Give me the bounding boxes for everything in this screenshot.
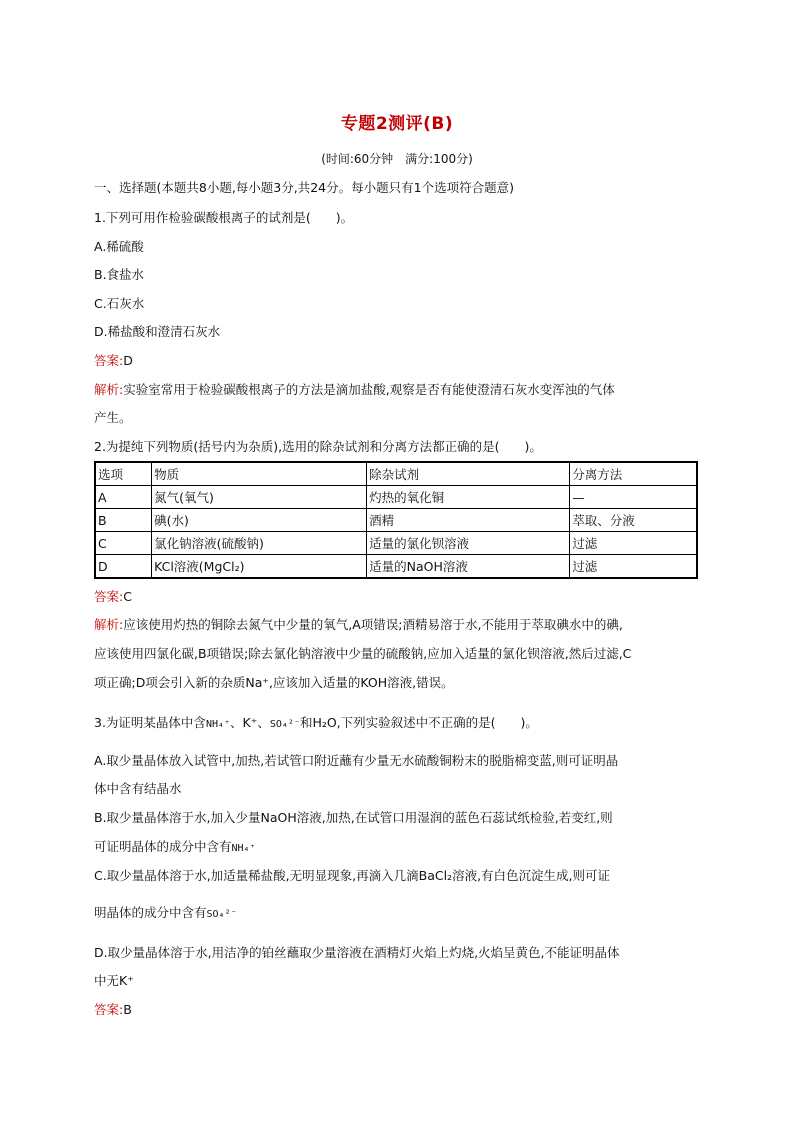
sulfate-formula: SO₄²⁻ (269, 719, 300, 730)
table-cell: 过滤 (570, 555, 697, 579)
q3-option-b-cont (94, 839, 256, 857)
table-cell: 萃取、分液 (570, 509, 697, 532)
q3-option-a-cont: 体中含有结晶水 (94, 781, 182, 796)
table-cell: 碘(水) (152, 509, 367, 532)
ammonium-formula: NH₄⁺ (205, 719, 231, 730)
table-cell: B (95, 509, 152, 532)
table-header: 物质 (152, 462, 367, 486)
table-row (95, 509, 697, 532)
q1-option-c: C.石灰水 (94, 296, 145, 311)
q1-analysis-cont: 产生。 (94, 410, 132, 425)
table-cell: 适量的NaOH溶液 (367, 555, 570, 579)
q3-answer (94, 1002, 132, 1018)
table-cell: 氮气(氧气) (152, 486, 367, 509)
q3-option-b: B.取少量晶体溶于水,加入少量NaOH溶液,加热,在试管口用湿润的蓝色石蕊试纸检验,若变红,则 (94, 810, 613, 825)
q2-analysis (94, 617, 623, 633)
table-header-row (95, 462, 697, 486)
answer-value: B (123, 1002, 132, 1017)
q1-option-d: D.稀盐酸和澄清石灰水 (94, 324, 221, 339)
q2-analysis-cont: 项正确;D项会引入新的杂质Na⁺,应该加入适量的KOH溶液,错误。 (94, 675, 454, 690)
table-row (95, 555, 697, 579)
analysis-text: 应该使用灼热的铜除去氮气中少量的氧气,A项错误;酒精易溶于水,不能用于萃取碘水中的碘, (123, 617, 623, 632)
table-cell: 酒精 (367, 509, 570, 532)
table-cell: — (570, 486, 697, 509)
table-cell: D (95, 555, 152, 579)
table-header: 除杂试剂 (367, 462, 570, 486)
stem-text: 、K⁺、 (230, 715, 270, 730)
table-cell: 过滤 (570, 532, 697, 555)
option-text: 明晶体的成分中含有 (94, 905, 207, 920)
q3-option-d-cont: 中无K⁺ (94, 973, 134, 988)
table-row (95, 486, 697, 509)
exam-info: (时间:60分钟 满分:100分) (321, 152, 473, 166)
sulfate-formula: SO₄²⁻ (206, 909, 237, 920)
q1-option-a: A.稀硫酸 (94, 239, 144, 254)
answer-label: 答案: (94, 1002, 124, 1017)
table-cell: A (95, 486, 152, 509)
table-row (95, 532, 697, 555)
q1-analysis (94, 382, 615, 398)
table-header: 选项 (95, 462, 152, 486)
q2-analysis-cont: 应该使用四氯化碳,B项错误;除去氯化钠溶液中少量的硫酸钠,应加入适量的氯化钡溶液,然后过滤,C (94, 646, 632, 661)
ammonium-formula: NH₄⁺ (231, 843, 256, 854)
analysis-text: 实验室常用于检验碳酸根离子的方法是滴加盐酸,观察是否有能使澄清石灰水变浑浊的气体 (123, 382, 615, 397)
table-cell: 灼热的氧化铜 (367, 486, 570, 509)
stem-text: 和H₂O,下列实验叙述中不正确的是( )。 (299, 715, 538, 730)
option-text: 可证明晶体的成分中含有 (94, 839, 232, 854)
q3-option-d: D.取少量晶体溶于水,用洁净的铂丝蘸取少量溶液在酒精灯火焰上灼烧,火焰呈黄色,不能证明晶体 (94, 945, 620, 960)
table-header: 分离方法 (570, 462, 697, 486)
q3-option-c-cont (94, 905, 237, 923)
answer-value: D (123, 353, 133, 368)
page-title: 专题2测评(B) (340, 114, 454, 134)
q2-answer (94, 589, 132, 605)
section-heading: 一、选择题(本题共8小题,每小题3分,共24分。每小题只有1个选项符合题意) (94, 180, 514, 195)
options-table (94, 461, 698, 579)
q3-option-c: C.取少量晶体溶于水,加适量稀盐酸,无明显现象,再滴入几滴BaCl₂溶液,有白色沉淀生成,则可证 (94, 868, 611, 883)
q1-answer (94, 353, 133, 369)
answer-label: 答案: (94, 589, 124, 604)
table-cell: C (95, 532, 152, 555)
table-cell: KCl溶液(MgCl₂) (152, 555, 367, 579)
table-cell: 适量的氯化钡溶液 (367, 532, 570, 555)
question-1-stem: 1.下列可用作检验碳酸根离子的试剂是( )。 (94, 210, 354, 225)
stem-text: 3.为证明某晶体中含 (94, 715, 206, 730)
question-3-stem (94, 715, 538, 733)
table-cell: 氯化钠溶液(硫酸钠) (152, 532, 367, 555)
answer-label: 答案: (94, 353, 124, 368)
question-2-stem: 2.为提纯下列物质(括号内为杂质),选用的除杂试剂和分离方法都正确的是( )。 (94, 439, 542, 454)
q3-option-a: A.取少量晶体放入试管中,加热,若试管口附近蘸有少量无水硫酸铜粉末的脱脂棉变蓝,则可证明晶 (94, 753, 619, 768)
answer-value: C (123, 589, 132, 604)
analysis-label: 解析: (94, 617, 124, 632)
analysis-label: 解析: (94, 382, 124, 397)
q1-option-b: B.食盐水 (94, 267, 145, 282)
